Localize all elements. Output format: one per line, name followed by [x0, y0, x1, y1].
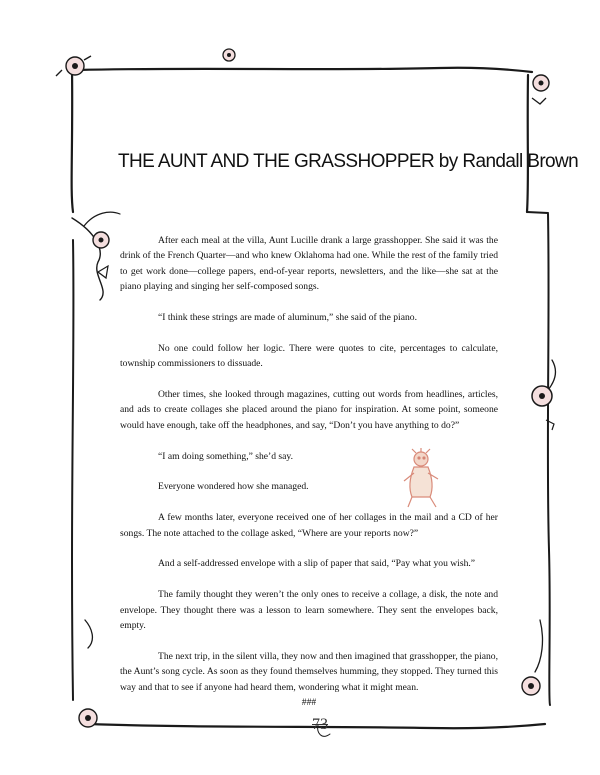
flower-left-vine	[93, 232, 109, 278]
flower-right-vine	[532, 386, 554, 430]
paragraph: “I think these strings are made of aluminum,” she said of the piano.	[158, 312, 417, 324]
paragraph: The next trip, in the silent villa, they now and then imagined that grasshopper, the piano, the Aunt’s song cycle. As soon as they found themselves humming, they stopped. They turned this way and that to see if anyone had heard them, wondering what it might mean.	[120, 650, 498, 693]
paragraph: No one could follow her logic. There were quotes to cite, percentages to calculate, township commissioners to dissuade.	[120, 342, 498, 370]
flower-bottom-left	[79, 709, 97, 727]
paragraph: “I am doing something,” she’d say.	[158, 450, 293, 462]
flower-bottom-right	[522, 677, 540, 695]
paragraph: After each meal at the villa, Aunt Lucille drank a large grasshopper. She said it was the drink of the French Quarter—and who knew Oklahoma had one. While the rest of the family tried to get work done—college papers, end-of-year reports, newsletters, and the like—she sat at the piano playing and singing her self-composed songs.	[120, 235, 498, 293]
paragraph: A few months later, everyone received one of her collages in the mail and a CD of her songs. The note attached to the collage asked, “Where are your reports now?”	[120, 512, 498, 539]
page-number: 73	[312, 716, 328, 733]
paragraph: The family thought they weren’t the only ones to receive a collage, a disk, the note and envelope. They thought there was a lesson to learn somewhere. They sent the envelopes back, empty.	[120, 589, 498, 632]
aunt-sketch-illustration	[398, 447, 444, 509]
flower-top-left	[56, 56, 91, 76]
paragraph: Other times, she looked through magazines, cutting out words from headlines, articles, and ads to create collages she placed around the piano for inspiration. At some point, someone would have enough, take off the headphones, and say, “Don’t you have anything to do?”	[120, 389, 498, 431]
end-mark: ###	[301, 697, 317, 709]
paragraph: Everyone wondered how she managed.	[158, 481, 309, 493]
flower-top-center	[223, 49, 235, 61]
page-title: THE AUNT AND THE GRASSHOPPER by Randall Brown	[118, 151, 579, 172]
paragraph: And a self-addressed envelope with a slip of paper that said, “Pay what you wish.”	[158, 558, 476, 570]
flower-top-right	[532, 75, 549, 104]
